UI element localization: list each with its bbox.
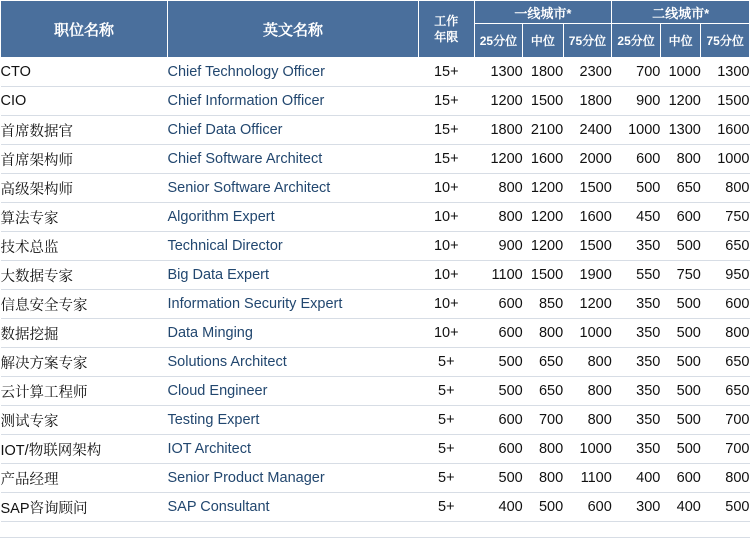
cell-tier1-median: 500 xyxy=(523,493,563,522)
header-tier2-median: 中位 xyxy=(660,24,700,58)
cell-tier1-median: 850 xyxy=(523,290,563,319)
cell-tier1-median: 800 xyxy=(523,464,563,493)
cell-tier2-p25: 450 xyxy=(612,203,661,232)
cell-tier2-p25: 350 xyxy=(612,377,661,406)
cell-tier1-p25: 800 xyxy=(474,174,523,203)
cell-position-en: Chief Technology Officer xyxy=(167,58,418,87)
cell-tier1-p25: 900 xyxy=(474,232,523,261)
cell-years: 5+ xyxy=(418,348,474,377)
header-tier1-p25: 25分位 xyxy=(474,24,523,58)
cell-tier2-median: 500 xyxy=(660,377,700,406)
cell-tier2-p25: 300 xyxy=(612,493,661,522)
cell-tier2-p75: 1000 xyxy=(701,145,750,174)
cell-tier2-p25: 350 xyxy=(612,319,661,348)
cell-tier1-p25: 600 xyxy=(474,290,523,319)
cell-tier2-p25: 900 xyxy=(612,87,661,116)
cell-tier1-p75: 800 xyxy=(563,406,612,435)
cell-tier1-p75: 1500 xyxy=(563,174,612,203)
cell-tier1-p25: 600 xyxy=(474,406,523,435)
cell-position-en: Solutions Architect xyxy=(167,348,418,377)
cell-tier2-p25: 350 xyxy=(612,290,661,319)
cell-position-en: Cloud Engineer xyxy=(167,377,418,406)
cell-tier2-p75: 650 xyxy=(701,377,750,406)
cell-years: 10+ xyxy=(418,203,474,232)
cell-tier2-p25: 700 xyxy=(612,58,661,87)
cell-tier1-median: 1800 xyxy=(523,58,563,87)
cell-position-en: Chief Software Architect xyxy=(167,145,418,174)
cell-years: 15+ xyxy=(418,58,474,87)
cell-position-cn: 高级架构师 xyxy=(1,174,168,203)
cell-tier1-median: 800 xyxy=(523,319,563,348)
cell-tier1-median: 650 xyxy=(523,348,563,377)
cell-years: 15+ xyxy=(418,145,474,174)
header-tier1-median: 中位 xyxy=(523,24,563,58)
cell-position-en: Technical Director xyxy=(167,232,418,261)
cell-years: 10+ xyxy=(418,261,474,290)
cell-years: 5+ xyxy=(418,435,474,464)
cell-position-cn: 技术总监 xyxy=(1,232,168,261)
cell-tier1-p75: 2000 xyxy=(563,145,612,174)
cell-tier2-p75: 800 xyxy=(701,174,750,203)
cell-tier1-median: 1200 xyxy=(523,203,563,232)
cell-tier2-median: 1200 xyxy=(660,87,700,116)
cell-position-cn: 云计算工程师 xyxy=(1,377,168,406)
cell-position-en: Information Security Expert xyxy=(167,290,418,319)
cell-position-cn: 首席数据官 xyxy=(1,116,168,145)
cell-tier1-p25: 800 xyxy=(474,203,523,232)
table-row xyxy=(1,319,750,348)
cell-tier2-median: 650 xyxy=(660,174,700,203)
cell-tier1-median: 1200 xyxy=(523,232,563,261)
cell-tier2-median: 1300 xyxy=(660,116,700,145)
cell-tier2-median: 600 xyxy=(660,203,700,232)
cell-position-cn: 信息安全专家 xyxy=(1,290,168,319)
table-header xyxy=(1,1,750,58)
cell-tier1-p75: 1800 xyxy=(563,87,612,116)
cell-years: 5+ xyxy=(418,464,474,493)
cell-position-cn: IOT/物联网架构 xyxy=(1,435,168,464)
cell-tier1-p25: 1100 xyxy=(474,261,523,290)
cell-tier2-p25: 350 xyxy=(612,435,661,464)
cell-tier2-p75: 700 xyxy=(701,406,750,435)
cell-tier1-p75: 600 xyxy=(563,493,612,522)
cell-years: 10+ xyxy=(418,290,474,319)
table-row xyxy=(1,87,750,116)
cell-tier1-p25: 400 xyxy=(474,493,523,522)
cell-tier2-p75: 700 xyxy=(701,435,750,464)
cell-tier1-p75: 1000 xyxy=(563,435,612,464)
cell-position-cn: 数据挖掘 xyxy=(1,319,168,348)
cell-position-en: Algorithm Expert xyxy=(167,203,418,232)
cell-tier2-p25: 500 xyxy=(612,174,661,203)
cell-tier1-p25: 500 xyxy=(474,348,523,377)
cell-years: 10+ xyxy=(418,174,474,203)
cell-tier1-median: 2100 xyxy=(523,116,563,145)
cell-tier1-p25: 1300 xyxy=(474,58,523,87)
cell-tier2-median: 750 xyxy=(660,261,700,290)
header-tier1-p75: 75分位 xyxy=(563,24,612,58)
cell-tier2-median: 500 xyxy=(660,406,700,435)
cell-tier1-p75: 1600 xyxy=(563,203,612,232)
cell-tier1-p25: 1200 xyxy=(474,145,523,174)
cell-tier1-median: 700 xyxy=(523,406,563,435)
cell-tier1-p25: 600 xyxy=(474,319,523,348)
cell-tier1-median: 1600 xyxy=(523,145,563,174)
cell-tier2-p25: 550 xyxy=(612,261,661,290)
cell-position-en: Chief Information Officer xyxy=(167,87,418,116)
cell-years: 15+ xyxy=(418,87,474,116)
cell-position-en: Data Minging xyxy=(167,319,418,348)
table-row xyxy=(1,116,750,145)
cell-tier1-p75: 1900 xyxy=(563,261,612,290)
cell-tier1-median: 1500 xyxy=(523,87,563,116)
cell-tier1-p75: 1000 xyxy=(563,319,612,348)
table-row xyxy=(1,406,750,435)
cell-tier1-p25: 500 xyxy=(474,377,523,406)
cell-tier1-median: 1200 xyxy=(523,174,563,203)
bottom-divider xyxy=(0,537,750,538)
cell-tier2-p75: 500 xyxy=(701,493,750,522)
table-row xyxy=(1,377,750,406)
cell-tier1-p75: 800 xyxy=(563,348,612,377)
cell-tier1-p75: 1100 xyxy=(563,464,612,493)
cell-tier2-p25: 350 xyxy=(612,406,661,435)
cell-tier2-p25: 350 xyxy=(612,232,661,261)
cell-tier1-median: 800 xyxy=(523,435,563,464)
cell-tier1-p25: 500 xyxy=(474,464,523,493)
cell-tier2-median: 500 xyxy=(660,290,700,319)
cell-tier1-median: 1500 xyxy=(523,261,563,290)
cell-tier2-median: 500 xyxy=(660,348,700,377)
cell-tier1-p75: 1500 xyxy=(563,232,612,261)
cell-tier2-p75: 800 xyxy=(701,464,750,493)
cell-years: 10+ xyxy=(418,232,474,261)
table-body xyxy=(1,58,750,522)
header-tier1-group: 一线城市* xyxy=(474,1,612,24)
cell-position-cn: 算法专家 xyxy=(1,203,168,232)
cell-tier1-p75: 1200 xyxy=(563,290,612,319)
table-row xyxy=(1,58,750,87)
table-row xyxy=(1,145,750,174)
header-years-line2: 年限 xyxy=(434,30,459,44)
header-position-cn: 职位名称 xyxy=(1,1,168,58)
cell-tier2-p75: 1300 xyxy=(701,58,750,87)
header-tier2-p25: 25分位 xyxy=(612,24,661,58)
header-tier2-p75: 75分位 xyxy=(701,24,750,58)
cell-position-cn: CTO xyxy=(1,58,168,87)
cell-tier2-p75: 650 xyxy=(701,348,750,377)
cell-tier1-p25: 600 xyxy=(474,435,523,464)
cell-tier1-p75: 2400 xyxy=(563,116,612,145)
cell-position-en: IOT Architect xyxy=(167,435,418,464)
cell-tier2-median: 500 xyxy=(660,435,700,464)
cell-position-en: Testing Expert xyxy=(167,406,418,435)
table-row xyxy=(1,493,750,522)
cell-tier2-p75: 1500 xyxy=(701,87,750,116)
cell-position-cn: 大数据专家 xyxy=(1,261,168,290)
cell-position-cn: 测试专家 xyxy=(1,406,168,435)
table-row xyxy=(1,203,750,232)
cell-tier2-p25: 1000 xyxy=(612,116,661,145)
cell-position-cn: SAP咨询顾问 xyxy=(1,493,168,522)
cell-tier1-median: 650 xyxy=(523,377,563,406)
table-row xyxy=(1,261,750,290)
cell-years: 15+ xyxy=(418,116,474,145)
header-position-en: 英文名称 xyxy=(167,1,418,58)
table-row xyxy=(1,348,750,377)
cell-tier1-p25: 1200 xyxy=(474,87,523,116)
cell-position-en: SAP Consultant xyxy=(167,493,418,522)
header-tier2-group: 二线城市* xyxy=(612,1,750,24)
cell-position-en: Senior Product Manager xyxy=(167,464,418,493)
table-row xyxy=(1,464,750,493)
cell-tier2-p25: 600 xyxy=(612,145,661,174)
table-row xyxy=(1,435,750,464)
cell-tier2-p75: 950 xyxy=(701,261,750,290)
table-row xyxy=(1,290,750,319)
cell-tier2-p75: 600 xyxy=(701,290,750,319)
cell-years: 10+ xyxy=(418,319,474,348)
header-years-line1: 工作 xyxy=(434,13,459,28)
cell-position-cn: 首席架构师 xyxy=(1,145,168,174)
cell-years: 5+ xyxy=(418,377,474,406)
cell-tier2-median: 400 xyxy=(660,493,700,522)
header-row-top xyxy=(1,1,750,24)
cell-years: 5+ xyxy=(418,493,474,522)
cell-tier1-p25: 1800 xyxy=(474,116,523,145)
cell-years: 5+ xyxy=(418,406,474,435)
cell-tier2-p75: 1600 xyxy=(701,116,750,145)
cell-tier2-p75: 650 xyxy=(701,232,750,261)
cell-tier2-median: 800 xyxy=(660,145,700,174)
cell-position-cn: CIO xyxy=(1,87,168,116)
cell-position-en: Big Data Expert xyxy=(167,261,418,290)
cell-tier2-median: 500 xyxy=(660,319,700,348)
cell-position-en: Chief Data Officer xyxy=(167,116,418,145)
cell-tier2-median: 1000 xyxy=(660,58,700,87)
header-years xyxy=(418,1,474,58)
cell-tier1-p75: 2300 xyxy=(563,58,612,87)
cell-tier2-median: 500 xyxy=(660,232,700,261)
cell-tier2-p75: 800 xyxy=(701,319,750,348)
cell-tier2-p25: 350 xyxy=(612,348,661,377)
cell-position-cn: 解决方案专家 xyxy=(1,348,168,377)
cell-tier2-p75: 750 xyxy=(701,203,750,232)
cell-tier1-p75: 800 xyxy=(563,377,612,406)
cell-tier2-median: 600 xyxy=(660,464,700,493)
table-row xyxy=(1,232,750,261)
cell-position-cn: 产品经理 xyxy=(1,464,168,493)
table-row xyxy=(1,174,750,203)
cell-position-en: Senior Software Architect xyxy=(167,174,418,203)
cell-tier2-p25: 400 xyxy=(612,464,661,493)
